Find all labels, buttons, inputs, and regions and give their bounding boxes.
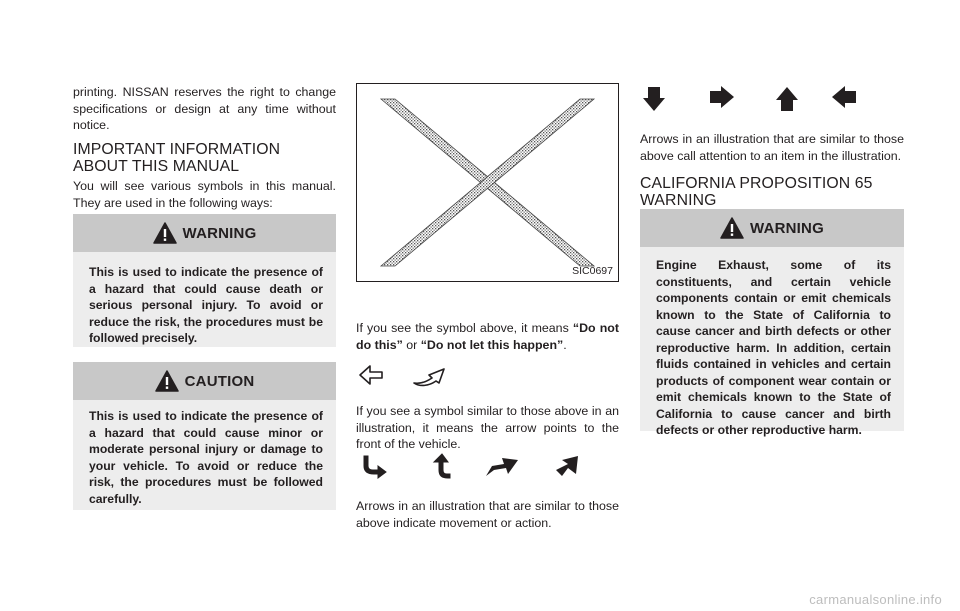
- warning-triangle-icon: [720, 217, 744, 239]
- watermark: carmanualsonline.info: [809, 592, 942, 607]
- prop-65-warning-title: WARNING: [750, 219, 824, 237]
- intro-paragraph: printing. NISSAN reserves the right to change specifications or design at any time without notice.: [73, 85, 336, 132]
- caution-body: This is used to indicate the presence of a hazard that could cause minor or moderate personal injury or damage to your vehicle. To avoid or reduce the risk, the procedures must be followed carefully.: [89, 409, 323, 506]
- figure-code: SIC0697: [572, 265, 613, 277]
- prop-65-warning-header: [640, 209, 904, 247]
- front-arrow-symbols: [356, 362, 619, 390]
- curved-arrow-down-right-icon: [360, 452, 388, 480]
- do-not-x-symbol: [357, 84, 618, 281]
- warning-box-header: [73, 214, 336, 252]
- movement-arrow-symbols: [356, 452, 619, 484]
- caution-box-header: [73, 362, 336, 400]
- symbols-intro-paragraph: You will see various symbols in this manual. They are used in the following ways:: [73, 179, 336, 210]
- warning-body: This is used to indicate the presence of a hazard that could cause death or serious personal injury. To avoid or reduce the risk, the procedures must be followed precisely.: [89, 265, 323, 345]
- prop-65-warning-body: Engine Exhaust, some of its constituents, and certain vehicle components contain or emit chemicals known to the State of California to cause cancer and birth defects or other reproductive harm. In addition, certain fluids contained in vehicles and certain products of component wear contain or emit chemicals known to the State of California to cause cancer and birth defects or other reproductive harm.: [656, 258, 891, 437]
- front-arrow-paragraph: If you see a symbol similar to those above in an illustration, it means the arrow points to the front of the vehicle.: [356, 404, 619, 451]
- do-not-paragraph: [356, 320, 619, 353]
- curved-arrow-up-left-icon: [428, 452, 456, 482]
- arrow-up-icon: [775, 85, 799, 113]
- warning-triangle-icon: [155, 370, 179, 392]
- section-heading-prop-65: CALIFORNIA PROPOSITION 65 WARNING: [640, 175, 873, 209]
- period-text: .: [563, 337, 567, 352]
- arrow-diagonal-up-right-icon: [484, 452, 520, 480]
- attention-arrow-paragraph: Arrows in an illustration that are similar to those above call attention to an item in the illustration.: [640, 132, 904, 163]
- do-not-do-this-text: “Do not do this”: [356, 321, 619, 352]
- attention-arrow-symbols: [640, 85, 904, 115]
- arrow-right-icon: [708, 85, 736, 109]
- caution-title: CAUTION: [184, 372, 255, 390]
- warning-title: WARNING: [182, 224, 257, 242]
- caution-box: [73, 362, 336, 510]
- warning-triangle-icon: [153, 222, 177, 244]
- warning-box: [73, 214, 336, 347]
- section-heading-important-info: IMPORTANT INFORMATION ABOUT THIS MANUAL: [73, 141, 281, 175]
- do-not-let-happen-text: “Do not let this happen”: [420, 337, 564, 352]
- do-not-text: If you see the symbol above, it means: [356, 321, 573, 335]
- do-not-figure: [356, 83, 619, 282]
- arrow-down-icon: [642, 85, 666, 113]
- arrow-left-icon: [830, 85, 858, 109]
- arrow-diagonal-down-left-icon: [552, 452, 582, 482]
- outline-arrow-diagonal-icon: [410, 362, 450, 388]
- movement-arrow-paragraph: Arrows in an illustration that are similar to those above indicate movement or action.: [356, 499, 619, 530]
- or-text: or: [402, 337, 421, 352]
- outline-arrow-left-icon: [358, 362, 384, 388]
- prop-65-warning-box: [640, 209, 904, 437]
